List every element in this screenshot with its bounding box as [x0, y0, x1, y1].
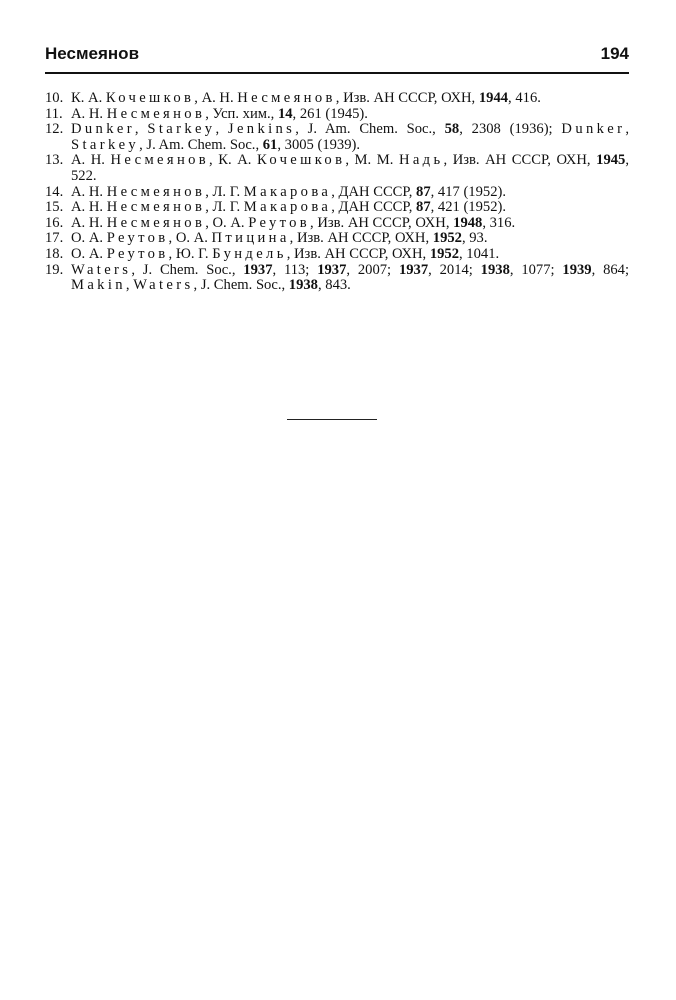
citation-text: , ДАН СССР,: [331, 183, 417, 200]
citation-text: , 93.: [461, 230, 488, 247]
author-name: Starkey: [71, 136, 140, 153]
citation-text: , Изв. АН СССР, ОХН,: [310, 214, 454, 231]
volume-year: 1952: [429, 245, 459, 262]
header-author: Несмеянов: [45, 44, 140, 63]
reference-number: 11.: [45, 105, 63, 122]
citation-text: А. Н.: [71, 183, 107, 200]
reference-number: 16.: [45, 214, 64, 231]
citation-text: , Ю. Г.: [168, 245, 213, 262]
reference-item: [45, 247, 629, 263]
volume-year: 1937: [317, 261, 347, 278]
reference-number: 12.: [45, 121, 64, 138]
volume-year: 1937: [398, 261, 429, 278]
citation-text: , К. А.: [209, 152, 257, 169]
volume-year: 14: [277, 105, 293, 122]
author-name: Птицина: [211, 230, 290, 247]
citation-text: , 1041.: [459, 245, 500, 262]
citation-text: , Л. Г.: [205, 183, 244, 200]
citation-text: , А. Н.: [194, 90, 238, 106]
reference-number: 18.: [45, 245, 64, 262]
citation-text: , Усп. хим.,: [205, 105, 278, 122]
citation-text: , 417 (1952).: [430, 183, 507, 200]
citation-text: ,: [125, 277, 134, 294]
reference-item: [45, 107, 629, 123]
volume-year: 87: [416, 199, 431, 216]
author-name: Несмеянов: [237, 90, 336, 106]
citation-text: О. А.: [71, 245, 107, 262]
citation-text: , 843.: [317, 277, 351, 294]
author-name: Jenkins: [227, 121, 296, 138]
reference-number: 17.: [45, 230, 64, 247]
citation-text: , 261 (1945).: [292, 105, 368, 122]
citation-text: , М. М.: [345, 152, 399, 169]
citation-text: , 3005 (1939).: [277, 136, 361, 153]
author-name: Несмеянов: [106, 214, 206, 231]
author-name: Реутов: [106, 230, 169, 247]
reference-text: [71, 200, 629, 216]
header-rule: [45, 72, 629, 74]
author-name: Кочешков: [105, 90, 195, 106]
citation-text: , Изв. АН СССР, ОХН,: [289, 230, 433, 247]
reference-text: [71, 185, 629, 201]
reference-text: [71, 247, 629, 263]
author-name: Реутов: [248, 214, 311, 231]
citation-text: О. А.: [71, 230, 107, 247]
reference-item: [45, 263, 629, 294]
citation-text: , J. Chem. Soc.,: [131, 261, 244, 278]
citation-text: , 2007;: [346, 261, 399, 278]
volume-year: 1944: [478, 90, 509, 106]
citation-text: , 421 (1952).: [430, 199, 507, 216]
reference-item: [45, 153, 629, 184]
reference-list: [45, 91, 629, 294]
volume-year: 1952: [432, 230, 462, 247]
citation-text: , 113;: [272, 261, 318, 278]
author-name: Waters: [71, 261, 132, 278]
volume-year: 1939: [562, 261, 592, 278]
citation-text: А. Н.: [71, 199, 107, 216]
reference-item: [45, 200, 629, 216]
citation-text: , 522.: [71, 152, 629, 184]
citation-text: , 316.: [482, 214, 516, 231]
author-name: Несмеянов: [106, 199, 206, 216]
reference-text: [71, 231, 629, 247]
citation-text: , О. А.: [168, 230, 212, 247]
author-name: Надь: [398, 152, 444, 169]
citation-text: , Изв. АН СССР, ОХН,: [286, 245, 430, 262]
citation-text: , 864;: [591, 261, 630, 278]
author-name: Несмеянов: [110, 152, 210, 169]
citation-text: , 2308 (1936);: [459, 121, 562, 138]
volume-year: 58: [444, 121, 460, 138]
citation-text: , J. Chem. Soc.,: [193, 277, 289, 294]
citation-text: ,: [134, 121, 148, 138]
citation-text: К. А.: [71, 90, 106, 106]
citation-text: А. Н.: [71, 214, 107, 231]
reference-text: [71, 263, 629, 294]
citation-text: , ДАН СССР,: [331, 199, 417, 216]
citation-text: ,: [625, 121, 629, 138]
reference-text: [71, 91, 629, 107]
volume-year: 1948: [453, 214, 483, 231]
citation-text: , J. Am. Chem. Soc.,: [139, 136, 263, 153]
citation-text: , 416.: [508, 90, 541, 106]
reference-text: [71, 107, 629, 123]
citation-text: , Изв. АН СССР, ОХН,: [443, 152, 597, 169]
author-name: Несмеянов: [106, 105, 206, 122]
author-name: Makin: [71, 277, 126, 294]
reference-item: [45, 91, 629, 107]
author-name: Бундель: [212, 245, 287, 262]
reference-number: 10.: [45, 90, 64, 106]
reference-number: 14.: [45, 183, 64, 200]
author-name: Dunker: [71, 121, 135, 138]
author-name: Кочешков: [256, 152, 346, 169]
citation-text: ,: [215, 121, 228, 138]
reference-item: [45, 216, 629, 232]
volume-year: 1938: [480, 261, 510, 278]
citation-text: , J. Am. Chem. Soc.,: [295, 121, 445, 138]
author-name: Dunker: [561, 121, 626, 138]
author-name: Макарова: [243, 199, 332, 216]
reference-number: 15.: [45, 199, 64, 216]
citation-text: А. Н.: [71, 152, 111, 169]
volume-year: 61: [262, 136, 278, 153]
end-rule: [287, 419, 377, 420]
author-name: Starkey: [147, 121, 216, 138]
citation-text: , О. А.: [205, 214, 249, 231]
reference-text: [71, 153, 629, 184]
reference-item: [45, 231, 629, 247]
running-header: [45, 44, 629, 64]
author-name: Макарова: [243, 183, 332, 200]
reference-number: 19.: [45, 261, 64, 278]
author-name: Несмеянов: [106, 183, 206, 200]
reference-number: 13.: [45, 152, 64, 169]
volume-year: 1945: [596, 152, 626, 169]
citation-text: , Изв. АН СССР, ОХН,: [335, 90, 479, 106]
volume-year: 1938: [288, 277, 318, 294]
reference-item: [45, 122, 629, 153]
reference-text: [71, 122, 629, 153]
author-name: Реутов: [106, 245, 169, 262]
volume-year: 87: [416, 183, 431, 200]
author-name: Waters: [133, 277, 194, 294]
page-number: 194: [600, 44, 629, 63]
citation-text: , 2014;: [428, 261, 481, 278]
reference-item: [45, 185, 629, 201]
citation-text: , Л. Г.: [205, 199, 244, 216]
reference-text: [71, 216, 629, 232]
citation-text: , 1077;: [509, 261, 563, 278]
volume-year: 1937: [243, 261, 273, 278]
citation-text: А. Н.: [71, 105, 107, 122]
